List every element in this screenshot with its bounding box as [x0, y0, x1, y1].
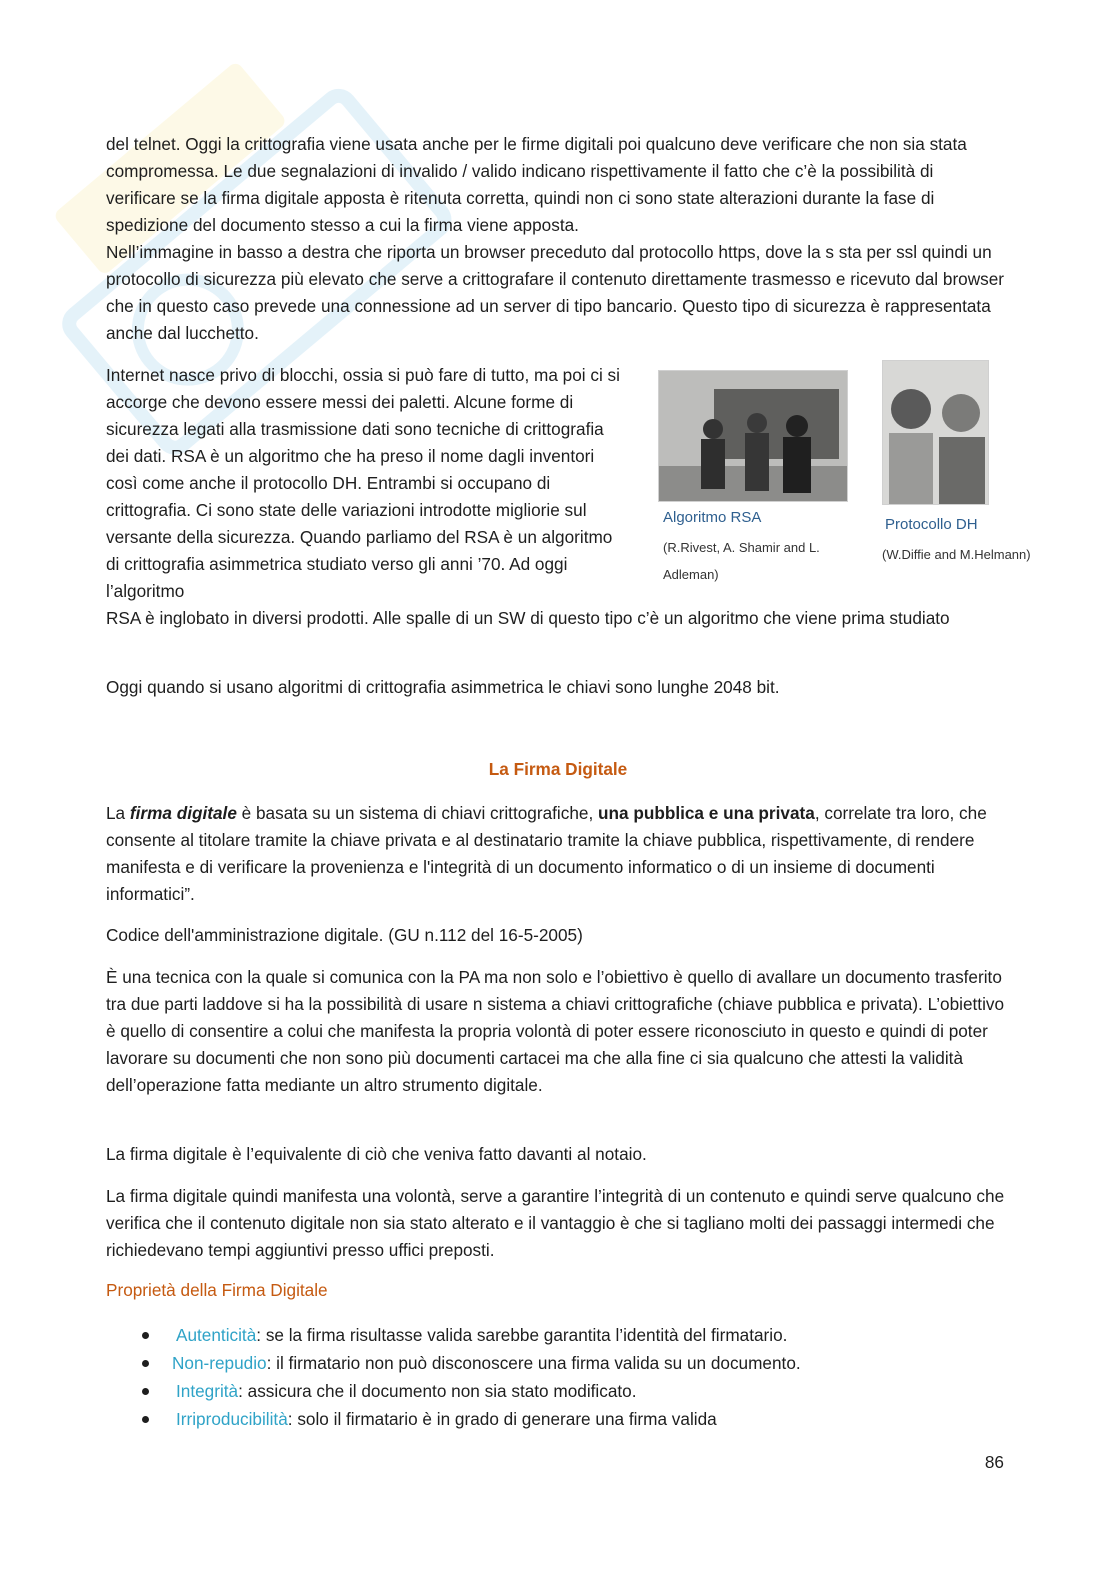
bullet-icon	[142, 1388, 149, 1395]
property-term: Autenticità	[176, 1325, 257, 1345]
bullet-icon	[142, 1416, 149, 1423]
paragraph-tecnica: È una tecnica con la quale si comunica con la PA ma non solo e l’obiettivo è quello di avallare un documento trasferito tra due parti laddove si ha la possibilità di usare n sistema a chiavi crittografiche (chiave pubblica e privata). L’obiettivo è quello di consentire a colui che manifesta la propria volontà di poter essere riconosciuto in questo e quindi di poter lavorare su documenti che non sono più documenti cartacei ma che alla fine ci sia qualcuno che attesti la validità dell’operazione fatta mediante un altro strumento digitale.	[106, 967, 1005, 1095]
properties-list	[106, 1321, 1006, 1433]
rsa-caption-credit-2: Adleman)	[663, 567, 719, 582]
paragraph-codice: Codice dell'amministrazione digitale. (GU n.112 del 16-5-2005)	[106, 925, 583, 945]
list-item	[106, 1321, 1006, 1349]
property-text: : se la firma risultasse valida sarebbe garantita l’identità del firmatario.	[256, 1325, 788, 1345]
definition-mid: è basata su un sistema di chiavi crittografiche,	[236, 803, 598, 823]
page-number: 86	[984, 1452, 1004, 1472]
bullet-icon	[142, 1360, 149, 1367]
definition-post: , correlate tra loro, che consente al titolare tramite la chiave privata e al destinatario tramite la chiave pubblica, rispettivamente, di rendere manifesta e di verificare la provenienza e l'integrità di un documento informatico o di un insieme di documenti informatici”.	[106, 803, 987, 904]
rsa-caption-title: Algoritmo RSA	[663, 509, 762, 526]
definition-term: firma digitale	[129, 803, 237, 823]
paragraph-internet: Internet nasce privo di blocchi, ossia si può fare di tutto, ma poi ci si accorge che devono essere messi dei paletti. Alcune forme di sicurezza legati alla trasmissione dati sono tecniche di crittografia dei dati. RSA è un algoritmo che ha preso il nome dagli inventori così come anche il protocollo DH. Entrambi si occupano di crittografia. Ci sono state delle variazioni introdotte migliorie sul versante della sicurezza. Quando parliamo del RSA è un algoritmo di crittografia asimmetrica studiato verso gli anni ’70. Ad oggi l’algoritmo	[106, 365, 620, 601]
list-item	[106, 1377, 1006, 1405]
paragraph-keys: Oggi quando si usano algoritmi di crittografia asimmetrica le chiavi sono lunghe 2048 bit.	[106, 677, 780, 697]
rsa-inventors-photo	[658, 370, 848, 502]
property-term: Irriproducibilità	[176, 1409, 288, 1429]
property-term: Integrità	[176, 1381, 239, 1401]
bullet-icon	[142, 1332, 149, 1339]
paragraph-internet-continued: RSA è inglobato in diversi prodotti. Alle spalle di un SW di questo tipo c’è un algoritmo che viene prima studiato	[106, 608, 950, 628]
list-item	[106, 1405, 1006, 1433]
dh-inventors-photo	[882, 360, 989, 505]
section-title: La Firma Digitale	[488, 759, 628, 779]
paragraph-volonta: La firma digitale quindi manifesta una volontà, serve a garantire l’integrità di un contenuto e quindi serve qualcuno che verifica che il contenuto digitale non sia stato alterato e il vantaggio è che si tagliano molti dei passaggi intermedi che richiedevano tempi aggiuntivi presso uffici preposti.	[106, 1186, 1005, 1260]
subsection-title: Proprietà della Firma Digitale	[106, 1280, 328, 1300]
property-text: : assicura che il documento non sia stato modificato.	[238, 1381, 637, 1401]
paragraph-notaio: La firma digitale è l’equivalente di ciò che veniva fatto davanti al notaio.	[106, 1144, 647, 1164]
definition-bold: una pubblica e una privata	[598, 803, 815, 823]
paragraph-intro: del telnet. Oggi la crittografia viene usata anche per le firme digitali poi qualcuno deve verificare che non sia stata compromessa. Le due segnalazioni di invalido / valido indicano rispettivamente il fatto che c’è la possibilità di verificare se la firma digitale apposta è ritenuta corretta, quindi non ci sono state alterazioni durante la fase di spedizione del documento stesso a cui la firma viene apposta.	[106, 134, 967, 235]
dh-caption-title: Protocollo DH	[885, 516, 978, 533]
paragraph-browser: Nell’immagine in basso a destra che riporta un browser preceduto dal protocollo https, dove la s sta per ssl quindi un protocollo di sicurezza più elevato che serve a crittografare il contenuto direttamente trasmesso e ricevuto dal browser che in questo caso prevede una connessione ad un server di tipo bancario. Questo tipo di sicurezza è rappresentata anche dal lucchetto.	[106, 242, 1005, 343]
property-text: : il firmatario non può disconoscere una firma valida su un documento.	[266, 1353, 801, 1373]
rsa-caption-credit-1: (R.Rivest, A. Shamir and L.	[663, 540, 820, 555]
definition-pre: La	[106, 803, 130, 823]
paragraph-definition	[106, 800, 1006, 908]
list-item	[106, 1349, 1006, 1377]
property-term: Non-repudio	[172, 1353, 267, 1373]
dh-caption-credit: (W.Diffie and M.Helmann)	[882, 547, 1031, 562]
property-text: : solo il firmatario è in grado di generare una firma valida	[287, 1409, 717, 1429]
